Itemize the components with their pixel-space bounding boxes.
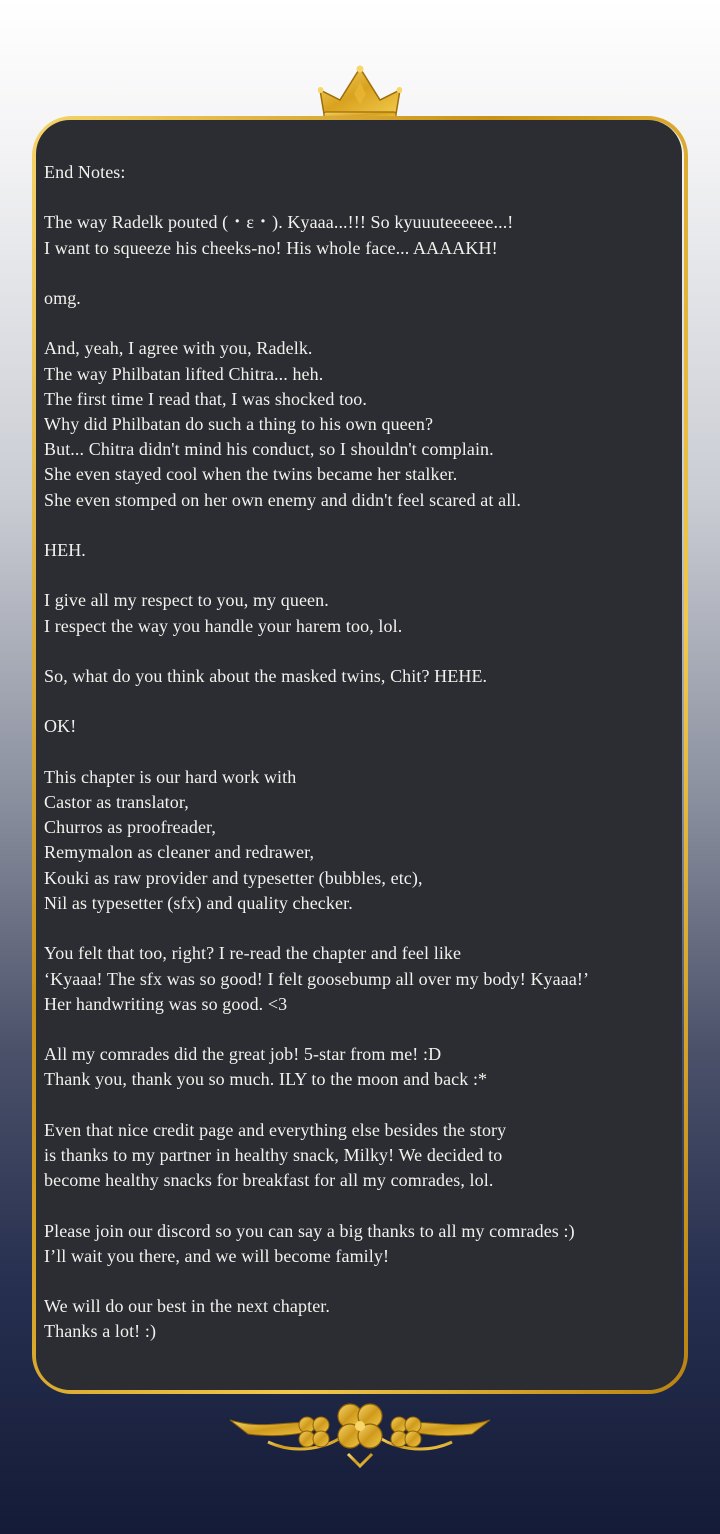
note-paragraph: And, yeah, I agree with you, Radelk. The way Philbatan lifted Chitra... heh. The first time I read that, I was shocked too. Why did Philbatan do such a thing to his own queen? But... Chitra didn't mind his conduct, so I shouldn't complain. She even stayed cool when the twins became her stalker. She even stomped on her own enemy and didn't feel scared at all. — [44, 338, 521, 510]
note-paragraph: So, what do you think about the masked twins, Chit? HEHE. — [44, 666, 488, 687]
note-paragraph: Even that nice credit page and everything else besides the story is thanks to my partner in healthy snack, Milky! We decided to become healthy snacks for breakfast for all my comrades, lol. — [44, 1119, 507, 1191]
note-paragraph: HEH. — [44, 540, 86, 561]
note-paragraph: OK! — [44, 716, 77, 737]
note-paragraph: This chapter is our hard work with Castor as translator, Churros as proofreader, Remymalon as cleaner and redrawer, Kouki as raw provider and typesetter (bubbles, etc), Nil as typesetter (sfx) and quality checker. — [44, 766, 423, 913]
end-notes-panel — [36, 120, 682, 1390]
note-paragraph: Please join our discord so you can say a big thanks to all my comrades :) I’ll wait you there, and we will become family! — [44, 1220, 575, 1266]
note-paragraph: omg. — [44, 288, 81, 309]
note-paragraph: You felt that too, right? I re-read the chapter and feel like ‘Kyaaa! The sfx was so good! I felt goosebump all over my body! Kyaaa!’ Her handwriting was so good. <3 — [44, 943, 590, 1014]
note-paragraph: The way Radelk pouted (・ε・). Kyaaa...!!! So kyuuuteeeeee...! I want to squeeze his cheeks-no! His whole face... AAAAKH! — [44, 212, 514, 258]
end-notes-header: End Notes: — [44, 162, 126, 182]
note-paragraph: I give all my respect to you, my queen. I respect the way you handle your harem too, lol. — [44, 590, 403, 636]
note-paragraph: We will do our best in the next chapter. Thanks a lot! :) — [44, 1296, 330, 1342]
end-notes-text — [44, 160, 678, 1345]
crown-icon — [318, 64, 402, 122]
note-paragraph: All my comrades did the great job! 5-star from me! :D Thank you, thank you so much. ILY to the moon and back :* — [44, 1044, 488, 1090]
clover-ornament-icon — [228, 1386, 492, 1468]
